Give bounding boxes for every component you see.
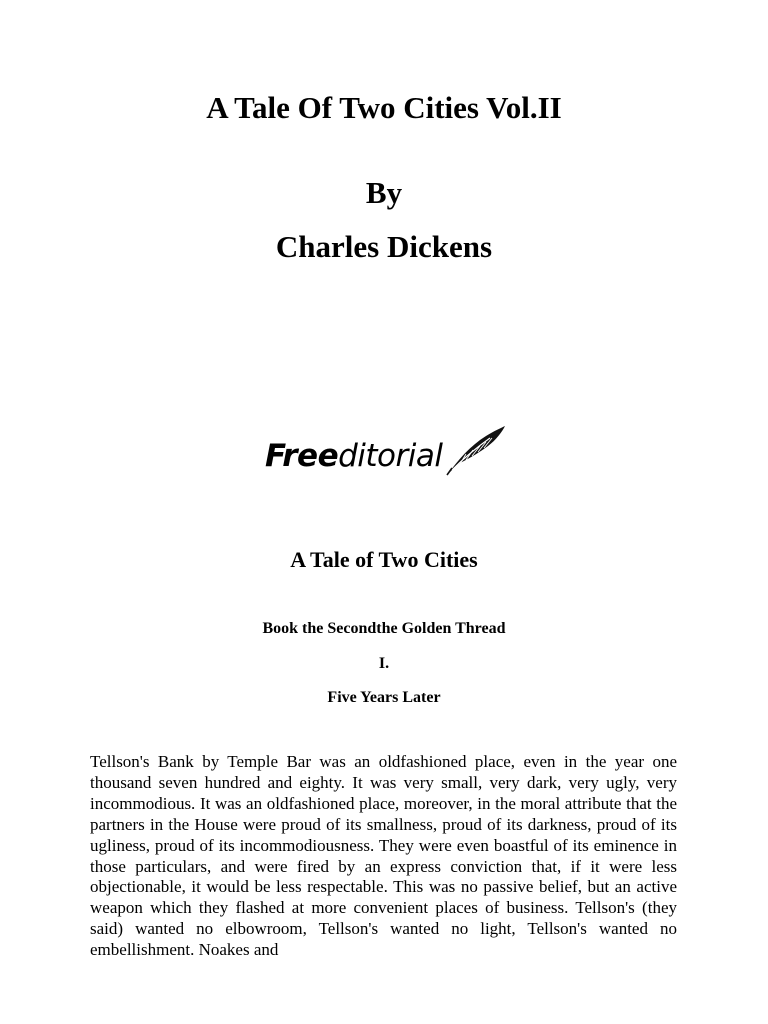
body-paragraph: Tellson's Bank by Temple Bar was an oldfashioned place, even in the year one thousand seven hundred and eighty. It was very small, very dark, very ugly, very incommodious. It was an oldfashioned place, moreover, in the moral attribute that the partners in the House were proud of its smallness, proud of its darkness, proud of its ugliness, proud of its incommodiousness. They were even boastful of its eminence in those particulars, and were fired by an express conviction that, if it were less objectionable, it would be less respectable. This was no passive belief, but an active weapon which they flashed at more convenient places of business. Tellson's (they said) wanted no elbowroom, Tellson's wanted no light, Tellson's wanted no embellishment. Noakes and [90, 752, 677, 960]
by-line: By [365, 175, 403, 210]
chapter-title: Five Years Later [327, 689, 441, 706]
publisher-logo-wordmark [265, 436, 443, 476]
chapter-number: I. [378, 655, 390, 672]
publisher-logo-bold-part: Free [265, 438, 339, 474]
book-title: A Tale Of Two Cities Vol.II [206, 90, 562, 125]
feather-quill-icon [446, 424, 506, 476]
subtitle: A Tale of Two Cities [290, 547, 478, 572]
publisher-logo-light-part: ditorial [338, 438, 443, 474]
publisher-logo [262, 424, 506, 480]
author-name: Charles Dickens [275, 229, 493, 264]
book-part-heading: Book the Secondthe Golden Thread [262, 620, 506, 637]
